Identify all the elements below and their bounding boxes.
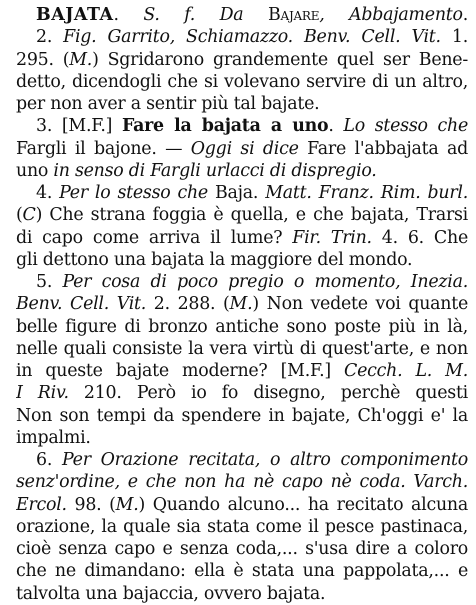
text-line (16, 516, 468, 538)
text-line (16, 71, 468, 93)
text-segment: 5. (36, 272, 63, 292)
text-segment: Fig. Garrito, Schiamazzo. Benv. Cell. Vit. (63, 27, 441, 48)
text-segment: C (22, 205, 36, 226)
text-line (16, 538, 468, 560)
text-line (16, 471, 468, 493)
text-segment: . (462, 5, 468, 25)
text-segment: 98. ( (66, 494, 116, 515)
text-segment: S. f. Da (143, 5, 268, 25)
text-line (16, 93, 468, 115)
headword: BAJATA (36, 5, 114, 25)
text-segment: 4. (36, 183, 60, 203)
text-line (16, 4, 468, 26)
text-segment: gli dettono una bajata la maggiore del mondo. (16, 249, 413, 270)
text-line (16, 583, 468, 605)
text-segment: per non aver a sentir più tal bajate. (16, 94, 320, 114)
text-segment: senz'ordine, e che non ha nè capo nè coda. Varch. (16, 472, 468, 493)
text-segment: Bajare (268, 5, 320, 25)
text-segment: in queste bajate moderne? [M.F.] (16, 361, 345, 381)
text-segment: Non son tempi da spendere in bajate, Ch'oggi e' la (16, 405, 468, 426)
text-line (16, 316, 468, 338)
text-line (16, 49, 468, 71)
text-segment: Baja. (207, 183, 266, 203)
text-segment: 1. (440, 27, 468, 48)
text-segment: Fargli il bajone. — (16, 138, 191, 159)
text-segment: Matt. Franz. Rim. burl. (265, 183, 468, 203)
text-segment: . (328, 116, 344, 137)
text-line (16, 271, 468, 293)
text-line (16, 382, 468, 404)
text-segment: Fare l'abbajata ad (298, 138, 468, 159)
text-segment: 2. (36, 27, 64, 48)
text-segment: uno (16, 160, 54, 181)
text-line (16, 494, 468, 516)
text-segment: che ne dimandano: ella è stata una pappolata,... e (16, 561, 468, 582)
text-line (16, 160, 468, 182)
text-line (16, 115, 468, 137)
text-line (16, 405, 468, 427)
text-line (16, 560, 468, 582)
text-segment: impalmi. (16, 427, 91, 448)
text-segment: 4. 6. Che (371, 227, 468, 248)
text-line (16, 360, 468, 382)
text-line (16, 338, 468, 360)
text-segment: ) Sgridarono grandemente quel ser Bene- (92, 49, 468, 70)
text-segment: Fir. Trin. (292, 227, 372, 248)
text-line (16, 227, 468, 249)
text-line (16, 204, 468, 226)
text-segment: M. (115, 494, 139, 515)
text-segment: , (319, 5, 350, 25)
text-segment: Per cosa di poco pregio o momento, Inezia. (62, 272, 468, 292)
text-segment: Oggi si dice (190, 138, 299, 159)
text-segment: orazione, la quale sia stata come il pesce pastinaca, (16, 516, 468, 537)
text-segment: Abbajamento (349, 5, 463, 25)
text-segment: Fare la bajata a uno (121, 116, 329, 137)
text-segment: 210. Però io fo disegno, perchè questi (68, 383, 468, 404)
text-segment: cioè senza capo e senza coda,... s'usa dire a coloro (16, 539, 468, 559)
dictionary-entry (16, 4, 468, 605)
text-segment: di capo come arriva il lume? (16, 227, 293, 248)
text-line (16, 249, 468, 271)
text-segment: Cecch. L. M. (344, 361, 468, 381)
text-segment: 2. 288. ( (146, 294, 230, 315)
text-segment: belle figure di bronzo antiche sono poste più in là, (16, 316, 468, 337)
text-segment: M. (229, 294, 253, 315)
text-segment: ) Non vedete voi quante (252, 294, 468, 315)
text-line (16, 427, 468, 449)
text-segment: Benv. Cell. Vit. (16, 294, 147, 315)
text-segment: I Riv. (16, 383, 69, 404)
text-segment: Ercol. (16, 494, 67, 515)
text-segment: ) Che strana foggia è quella, e che bajata, Trarsi (35, 205, 468, 226)
text-line (16, 293, 468, 315)
text-segment: Lo stesso che (343, 116, 468, 137)
text-segment: 6. (36, 450, 62, 470)
text-segment: Per lo stesso che (59, 183, 208, 203)
text-segment: 3. [M.F.] (36, 116, 122, 137)
text-segment: 295. ( (16, 49, 70, 70)
text-line (16, 182, 468, 204)
text-segment: nelle quali consiste la vera virtù di quest'arte, e non (16, 338, 468, 359)
text-segment: talvolta una bajaccia, ovvero bajata. (16, 583, 326, 604)
text-segment: ) Quando alcuno... ha recitato alcuna (138, 494, 468, 515)
text-segment: . (113, 5, 144, 25)
text-line (16, 138, 468, 160)
text-segment: ( (16, 205, 23, 226)
text-line (16, 26, 468, 48)
text-segment: in senso di Fargli urlacci di dispregio. (53, 160, 377, 181)
text-line (16, 449, 468, 471)
text-segment: detto, dicendogli che si volevano servire di un altro, (16, 71, 468, 92)
text-segment: M. (69, 49, 93, 70)
text-segment: Per Orazione recitata, o altro componimento (62, 450, 468, 470)
